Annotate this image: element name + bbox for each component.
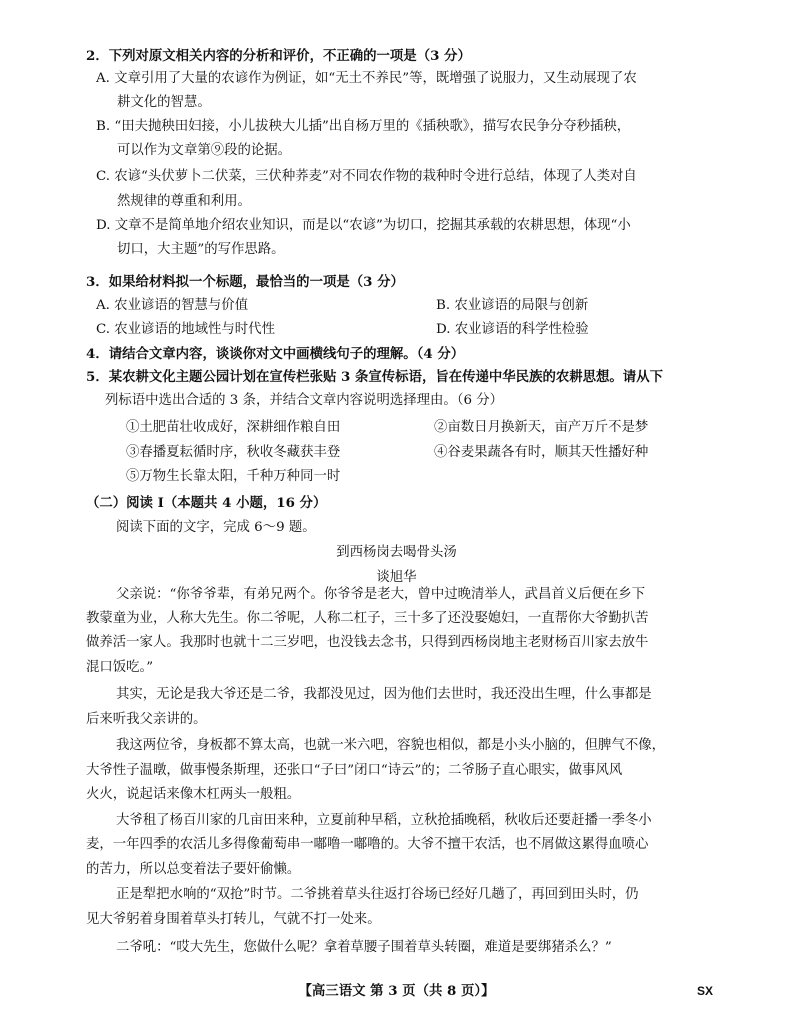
section-instruction: 阅读下面的文字，完成 6～9 题。: [116, 520, 316, 535]
paragraph-line: 二爷吼：“哎大先生，您做什么呢？拿着草腰子围着草头转圈，难道是要绑猪杀么？”: [116, 940, 612, 955]
question-5-stem: 5．某农耕文化主题公园计划在宣传栏张贴 3 条宣传标语，旨在传递中华民族的农耕思想。请从下: [86, 369, 663, 385]
paragraph-line: 教蒙童为业，人称大先生。你二爷呢，人称二杠子，三十多了还没娶媳妇，一直帮你大爷勤扒苦: [86, 611, 649, 626]
paragraph-line: 做养活一家人。我那时也就十二三岁吧，也没钱去念书，只得到西杨岗地主老财杨百川家去放牛: [86, 635, 649, 650]
question-2-stem: 2．下列对原文相关内容的分析和评价，不正确的一项是（3 分）: [86, 48, 471, 64]
q2-option-a-cont: 耕文化的智慧。: [117, 95, 211, 110]
paragraph-line: 火火，说起话来像木杠两头一般粗。: [86, 787, 301, 802]
paragraph-line: 后来听我父亲讲的。: [86, 712, 207, 727]
slogan-1: ①土肥苗壮收成好，深耕细作粮自田: [126, 420, 341, 435]
q3-option-b: B. 农业谚语的局限与创新: [436, 298, 589, 313]
paragraph-line: 父亲说：“你爷爷辈，有弟兄两个。你爷爷是老大，曾中过晚清举人，武昌首义后便在乡下: [116, 587, 646, 602]
q3-option-d: D. 农业谚语的科学性检验: [436, 322, 589, 337]
slogan-5: ⑤万物生长靠太阳，千种万种同一时: [126, 469, 341, 484]
slogan-3: ③春播夏耘循时序，秋收冬藏获丰登: [126, 445, 341, 460]
passage-author: 谈旭华: [376, 570, 417, 585]
paragraph-line: 大爷租了杨百川家的几亩田来种，立夏前种早稻，立秋抢插晚稻，秋收后还要赶播一季冬小: [116, 813, 652, 828]
question-4-stem: 4．请结合文章内容，谈谈你对文中画横线句子的理解。（4 分）: [86, 346, 465, 362]
paragraph-line: 的苦力，所以总变着法子要奸偷懒。: [86, 862, 301, 877]
q2-option-a: A. 文章引用了大量的农谚作为例证，如“无土不养民”等，既增强了说服力，又生动展现了农: [96, 71, 637, 86]
exam-code: SX: [697, 984, 714, 998]
paragraph-line: 正是犁把水响的“双抢”时节。二爷挑着草头往返打谷场已经好几趟了，再回到田头时，仍: [116, 887, 639, 902]
q3-option-c: C. 农业谚语的地域性与时代性: [96, 322, 275, 337]
paragraph-line: 大爷性子温暾，做事慢条斯理，还张口“子曰”闭口“诗云”的；二爷肠子直心眼实，做事风风: [86, 763, 623, 778]
paragraph-line: 见大爷躬着身围着草头打转儿，气就不打一处来。: [86, 912, 381, 927]
q2-option-c: C. 农谚“头伏萝卜二伏菜，三伏种荞麦”对不同农作物的栽种时令进行总结，体现了人类对自: [96, 169, 637, 184]
slogan-4: ④谷麦果蔬各有时，顺其天性播好种: [434, 445, 649, 460]
q2-option-c-cont: 然规律的尊重和利用。: [117, 194, 251, 209]
paragraph-line: 我这两位爷，身板都不算太高，也就一米六吧，容貌也相似，都是小头小脑的，但脾气不像，: [116, 738, 666, 753]
section-heading: （二）阅读 I（本题共 4 小题，16 分）: [86, 495, 327, 511]
q2-option-d-cont: 切口，大主题”的写作思路。: [117, 242, 285, 257]
page-footer: 【高三语文 第 3 页（共 8 页）】: [298, 983, 495, 999]
slogan-2: ②亩数日月换新天，亩产万斤不是梦: [434, 420, 649, 435]
paragraph-line: 麦，一年四季的农活儿多得像葡萄串一嘟噜一嘟噜的。大爷不擅干农活，也不屑做这累得血喷心: [86, 837, 649, 852]
q3-option-a: A. 农业谚语的智慧与价值: [96, 298, 249, 313]
question-5-stem-cont: 列标语中选出合适的 3 条，并结合文章内容说明选择理由。（6 分）: [105, 393, 504, 408]
paragraph-line: 其实，无论是我大爷还是二爷，我都没见过，因为他们去世时，我还没出生哩，什么事都是: [116, 687, 652, 702]
q2-option-b: B. “田夫抛秧田妇接，小儿拔秧大儿插”出自杨万里的《插秧歌》，描写农民争分夺秒插秧，: [96, 119, 631, 134]
paragraph-line: 混口饭吃。”: [86, 660, 154, 675]
question-3-stem: 3．如果给材料拟一个标题，最恰当的一项是（3 分）: [86, 274, 404, 290]
q2-option-d: D. 文章不是简单地介绍农业知识，而是以“农谚”为切口，挖掘其承载的农耕思想，体现“小: [96, 218, 631, 233]
passage-title: 到西杨岗去喝骨头汤: [336, 545, 457, 560]
q2-option-b-cont: 可以作为文章第⑨段的论据。: [117, 143, 292, 158]
